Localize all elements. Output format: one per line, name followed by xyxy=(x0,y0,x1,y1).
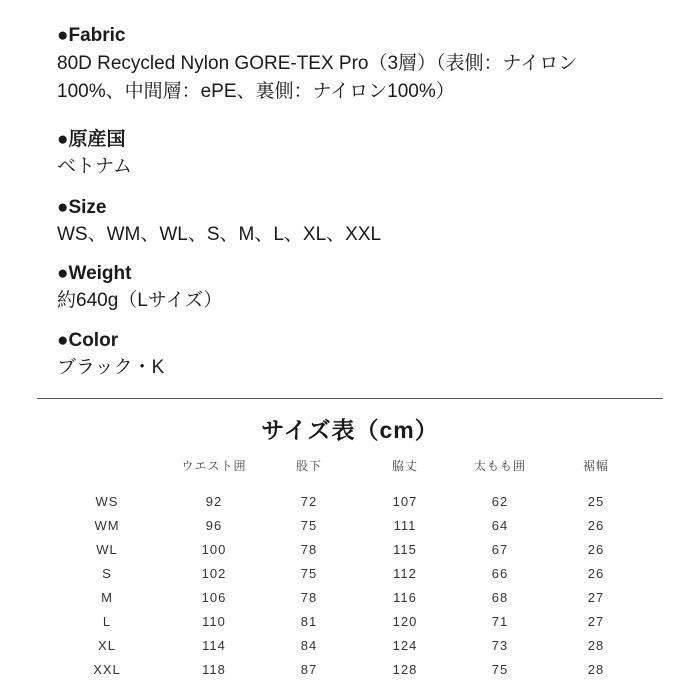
table-row-size-label: L xyxy=(102,614,112,629)
table-cell-inseam: 78 xyxy=(300,590,318,605)
table-cell-inseam: 75 xyxy=(300,566,318,581)
size-table-title: サイズ表（cm） xyxy=(261,417,439,443)
table-cell-hem: 28 xyxy=(587,638,605,653)
table-cell-waist: 100 xyxy=(201,542,227,557)
table-cell-waist: 114 xyxy=(202,638,226,653)
table-cell-thigh: 67 xyxy=(491,542,509,557)
table-cell-waist: 118 xyxy=(202,662,226,677)
size-value: WS、WM、WL、S、M、L、XL、XXL xyxy=(57,224,382,245)
color-value: ブラック・K xyxy=(57,357,165,378)
size-heading: ●Size xyxy=(57,197,107,218)
table-cell-hem: 26 xyxy=(587,542,605,557)
table-cell-chest: 112 xyxy=(393,566,417,581)
table-cell-hem: 25 xyxy=(587,494,605,509)
table-cell-hem: 27 xyxy=(587,590,605,605)
origin-value: ベトナム xyxy=(57,156,133,177)
table-cell-inseam: 81 xyxy=(300,614,318,629)
fabric-value-line-2: 100%、中間層：ePE、裏側：ナイロン100%） xyxy=(57,81,455,102)
fabric-value-line-1: 80D Recycled Nylon GORE-TEX Pro（3層）（表側：ナイロン xyxy=(57,53,578,74)
table-cell-inseam: 75 xyxy=(300,518,318,533)
table-cell-thigh: 71 xyxy=(491,614,509,629)
table-header-waist: ウエスト囲 xyxy=(181,459,247,473)
table-cell-inseam: 78 xyxy=(300,542,318,557)
table-cell-waist: 102 xyxy=(201,566,227,581)
origin-heading: ●原産国 xyxy=(57,129,126,150)
table-cell-thigh: 66 xyxy=(491,566,509,581)
table-row-size-label: M xyxy=(101,590,113,605)
table-cell-waist: 110 xyxy=(202,614,226,629)
table-cell-chest: 128 xyxy=(392,662,418,677)
table-cell-hem: 26 xyxy=(587,566,605,581)
table-cell-inseam: 72 xyxy=(300,494,318,509)
table-row-size-label: XL xyxy=(98,638,116,653)
table-cell-chest: 115 xyxy=(393,542,417,557)
table-header-thigh: 太もも囲 xyxy=(473,459,526,473)
table-cell-waist: 92 xyxy=(205,494,223,509)
weight-heading: ●Weight xyxy=(57,263,132,284)
table-cell-chest: 124 xyxy=(392,638,418,653)
table-cell-chest: 111 xyxy=(393,518,417,533)
table-row-size-label: WL xyxy=(96,542,118,557)
table-row-size-label: WS xyxy=(95,494,119,509)
table-row-size-label: S xyxy=(102,566,112,581)
table-cell-thigh: 62 xyxy=(491,494,509,509)
table-cell-hem: 27 xyxy=(587,614,605,629)
table-cell-chest: 120 xyxy=(392,614,418,629)
table-cell-hem: 28 xyxy=(587,662,605,677)
table-cell-thigh: 64 xyxy=(491,518,509,533)
table-cell-hem: 26 xyxy=(587,518,605,533)
color-heading: ●Color xyxy=(57,330,119,351)
table-row-size-label: WM xyxy=(94,518,120,533)
table-cell-waist: 106 xyxy=(201,590,227,605)
table-cell-chest: 107 xyxy=(392,494,418,509)
table-cell-inseam: 87 xyxy=(300,662,318,677)
table-header-inseam: 股下 xyxy=(295,459,322,473)
table-cell-thigh: 68 xyxy=(491,590,509,605)
table-cell-inseam: 84 xyxy=(300,638,318,653)
table-cell-chest: 116 xyxy=(393,590,417,605)
table-cell-thigh: 75 xyxy=(491,662,509,677)
table-row-size-label: XXL xyxy=(93,662,121,677)
weight-value: 約640g（Lサイズ） xyxy=(57,290,223,311)
table-header-chest: 脇丈 xyxy=(391,459,418,473)
table-cell-waist: 96 xyxy=(205,518,223,533)
fabric-heading: ●Fabric xyxy=(57,25,126,46)
table-header-hem: 裾幅 xyxy=(582,459,609,473)
table-cell-thigh: 73 xyxy=(491,638,509,653)
